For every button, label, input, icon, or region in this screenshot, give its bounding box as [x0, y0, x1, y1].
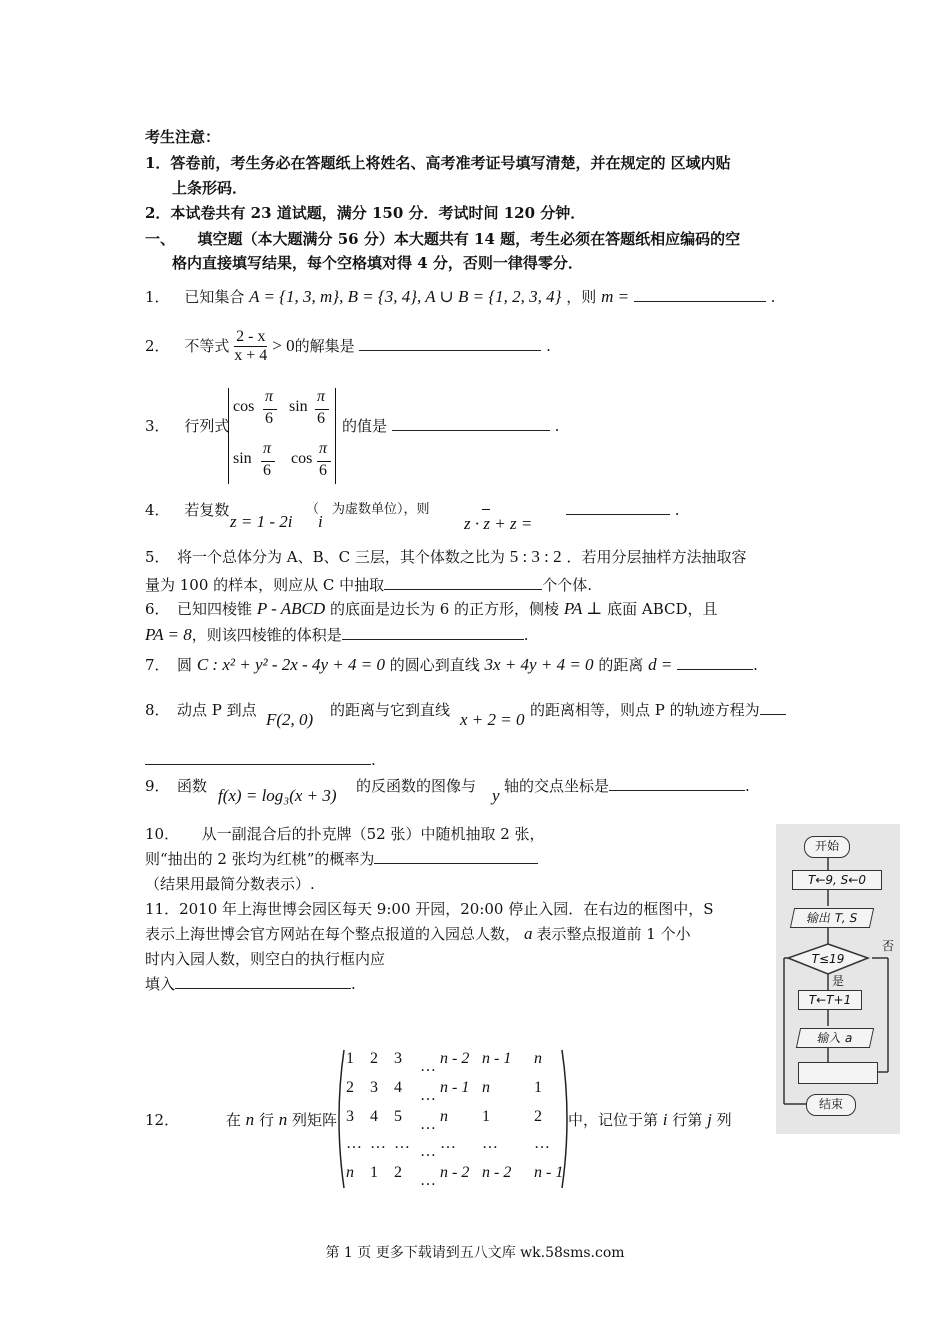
flowchart-start: 开始 [804, 836, 850, 858]
answer-blank[interactable] [384, 575, 542, 590]
matrix-cell: n - 1 [534, 1164, 564, 1181]
matrix-cell: 3 [346, 1108, 354, 1125]
matrix-cell: … [346, 1135, 362, 1152]
flowchart-yes: 是 [832, 974, 845, 988]
flowchart-blank-box[interactable] [798, 1062, 878, 1084]
flowchart-condition: T≤19 [811, 952, 845, 966]
question-5: 5． 将一个总体分为 A、B、C 三层，其个体数之比为 5 : 3 : 2 ．若用分层抽样方法抽取容 [145, 547, 747, 566]
answer-blank[interactable] [175, 974, 351, 989]
answer-blank[interactable] [609, 776, 745, 791]
flowchart [776, 824, 900, 1134]
notice-item-1-cont: 上条形码． [172, 179, 248, 197]
matrix-cell: 2 [394, 1164, 402, 1181]
matrix-cell: n - 2 [440, 1164, 470, 1181]
matrix-cell: n [440, 1108, 448, 1125]
question-9: 9． 函数 [145, 777, 208, 795]
notice-item-1: 1．答卷前，考生务必在答题纸上将姓名、高考准考证号填写清楚，并在规定的 区域内贴 [145, 154, 731, 172]
matrix-cell: … [420, 1087, 436, 1104]
matrix-cell: 3 [370, 1079, 378, 1096]
flowchart-input: 输入 a [796, 1028, 874, 1048]
flowchart-output: 输出 T, S [790, 908, 874, 928]
question-8-cont: . [145, 750, 376, 770]
matrix-cell: n [346, 1164, 354, 1181]
matrix-cell: 1 [482, 1108, 490, 1125]
question-3-rest: 的值是 . [342, 417, 560, 435]
question-2: 2． 不等式 $\frac{2 - x}{x + 4}$ > 0的解集是 . [145, 328, 551, 365]
matrix-cell: … [420, 1116, 436, 1133]
question-11: 11．2010 年上海世博会园区每天 9:00 开园，20:00 停止入园．在右边的框图中，S [145, 900, 714, 918]
answer-blank[interactable] [374, 849, 538, 864]
matrix-cell: n [534, 1050, 542, 1067]
section-heading-cont: 格内直接填写结果，每个空格填对得 4 分，否则一律得零分． [172, 254, 583, 272]
notice-item-2: 2．本试卷共有 23 道试题，满分 150 分．考试时间 120 分钟． [145, 204, 586, 222]
question-12-tail: 中，记位于第 i 行第 j 列 [568, 1110, 732, 1129]
matrix-cell: n - 2 [440, 1050, 470, 1067]
question-11-cont2: 时内入园人数，则空白的执行框内应 [145, 950, 386, 968]
flowchart-update: T←T+1 [798, 990, 862, 1010]
matrix-cell: 1 [534, 1079, 542, 1096]
matrix-cell: 2 [346, 1079, 354, 1096]
flowchart-no: 否 [882, 939, 895, 953]
question-8: 8． 动点 P 到点 [145, 701, 257, 719]
answer-blank-cont[interactable] [145, 750, 371, 765]
question-6-cont: PA = 8，则该四棱锥的体积是 . [145, 625, 529, 644]
fraction: $\frac{2 - x}{x + 4}$ [234, 328, 268, 365]
question-5-cont: 量为 100 的样本，则应从 C 中抽取 个个体. [145, 576, 592, 594]
question-11-cont3: 填入 . [145, 975, 356, 993]
matrix-cell: … [420, 1058, 436, 1075]
answer-blank[interactable] [359, 336, 541, 351]
question-11-cont: 表示上海世博会官方网站在每个整点报道的入园总人数， a 表示整点报道前 1 个小 [145, 924, 691, 943]
matrix-cell: 1 [370, 1164, 378, 1181]
matrix-cell: 5 [394, 1108, 402, 1125]
question-12: 12． 在 n 行 n 列矩阵 [145, 1110, 338, 1129]
matrix-cell: … [482, 1135, 498, 1152]
imaginary-unit: i [318, 512, 323, 531]
complex-z: z = 1 - 2i [230, 512, 293, 531]
flowchart-init: T←9, S←0 [792, 870, 882, 890]
matrix-cell: … [394, 1135, 410, 1152]
answer-blank[interactable] [566, 500, 670, 515]
matrix-cell: … [370, 1135, 386, 1152]
matrix-cell: 1 [346, 1050, 354, 1067]
answer-blank[interactable] [677, 661, 753, 670]
matrix-cell: 4 [394, 1079, 402, 1096]
exam-page: 考生注意： 1．答卷前，考生务必在答题纸上将姓名、高考准考证号填写清楚，并在规定的 区域内贴 上条形码． 2．本试卷共有 23 道试题，满分 150 分．考试时间 120 分钟． 一、 填空题（本大题满分 56 分）本大题共有 14 题，考生必须在答题纸相应编码的空 格内直接填写结果，每个空格填对得 4 分，否则一律得零分． 1． 已知集合 A = {1, 3, m}, B = {3, 4}, A ∪ B = {1, 2, 3, 4} ，则 m = . 2． 不等式 $\frac{2 - x}{x + 4}$ > 0的解集是 . 3． 行列式 cos π 6 sin π 6 sin π 6 cos π 6 的值是 . 4． 若复数 z = 1 - 2i i （ 为虚数单位），则 z · z + z = . 5． 将一个总体分为 A、B、C 三层，其个体数之比为 5 : 3 : 2 ．若用分层抽样方法抽取容 量为 100 的样本，则应从 C 中抽取 个个体. 6． 已知四棱锥 P - ABCD 的底面是边长为 6 的正方形，侧棱 PA ⊥ 底面 ABCD，且 PA = 8，则该四棱锥的体积是 . 7． 圆 C : x² + y² - 2x - 4y + 4 = 0 的圆心到直线 3x + 4y + 4 = 0 的距离 d = . 8． 动点 P 到点 F(2, 0) 的距离与它到直线 x + 2 = 0 的距离相等，则点 P 的轨迹方程为 . 9． 函数 f(x) = log₃(x + 3) 的反函数的图像与 y 轴的交点坐标是 . 10． 从一副混合后的扑克牌（52 张）中随机抽取 2 张， 则“抽出的 2 张均为红桃”的概率为 （结果用最简分数表示）. 11．2010 年上海世博会园区每天 9:00 开园，20:00 停止入园．在右边的框图中，S 表示上海世博会官方网站在每个整点报道的入园总人数， a 表示整点报道前 1 个小 时内入园人数，则空白的执行框内应 填入 . 12． 在 n 行 n 列矩阵 中，记位于第 i 行第 j 列 1 2 3 … n - 2 n - 1 n 2 3 4 … n - 1 n 1 3 4 5 … n 1 2 … … … … … … … n 1 2 … n - 2 n - 2 n - 1 T≤19 否 是 开始 T←9, S←0 输出 T, S T←T+1 输入 a 结束 第 1 页 更多下载请到五八文库 wk.58sms.com [0, 0, 950, 1344]
conjugate-expr: z · z + z = [464, 514, 533, 533]
answer-blank[interactable] [342, 625, 524, 640]
directrix: x + 2 = 0 [460, 710, 525, 729]
answer-blank[interactable] [392, 416, 550, 431]
matrix-cell: 4 [370, 1108, 378, 1125]
question-1: 1． 已知集合 A = {1, 3, m}, B = {3, 4}, A ∪ B = {1, 2, 3, 4} ，则 m = . [145, 287, 776, 306]
point-f: F(2, 0) [266, 710, 314, 729]
matrix-cell: 2 [534, 1108, 542, 1125]
matrix-cell: n - 1 [440, 1079, 470, 1096]
question-6: 6． 已知四棱锥 P - ABCD 的底面是边长为 6 的正方形，侧棱 PA ⊥ 底面 ABCD，且 [145, 599, 718, 618]
matrix-cell: … [440, 1135, 456, 1152]
matrix-cell: … [420, 1143, 436, 1160]
question-10-note: （结果用最简分数表示）. [145, 875, 315, 893]
matrix-cell: 3 [394, 1050, 402, 1067]
question-7: 7． 圆 C : x² + y² - 2x - 4y + 4 = 0 的圆心到直线 3x + 4y + 4 = 0 的距离 d = . [145, 655, 758, 674]
matrix-cell: n - 1 [482, 1050, 512, 1067]
matrix-cell: 2 [370, 1050, 378, 1067]
matrix-cell: … [534, 1135, 550, 1152]
log-function: f(x) = log₃(x + 3) [218, 786, 337, 805]
matrix-cell: n [482, 1079, 490, 1096]
answer-blank[interactable] [760, 700, 786, 715]
matrix-cell: n - 2 [482, 1164, 512, 1181]
answer-blank[interactable] [634, 293, 766, 302]
question-3-label: 3． 行列式 [145, 417, 230, 435]
determinant: cos π 6 sin π 6 sin π 6 cos π 6 [228, 388, 336, 484]
question-10-cont: 则“抽出的 2 张均为红桃”的概率为 [145, 849, 538, 869]
section-heading: 一、 填空题（本大题满分 56 分）本大题共有 14 题，考生必须在答题纸相应编码的空 [145, 230, 741, 248]
page-footer: 第 1 页 更多下载请到五八文库 wk.58sms.com [325, 1245, 625, 1261]
notice-title: 考生注意： [145, 128, 221, 146]
matrix-cell: … [420, 1172, 436, 1189]
question-4: 4． 若复数 [145, 501, 230, 519]
question-10: 10． 从一副混合后的扑克牌（52 张）中随机抽取 2 张， [145, 825, 545, 843]
flowchart-end: 结束 [806, 1094, 856, 1116]
